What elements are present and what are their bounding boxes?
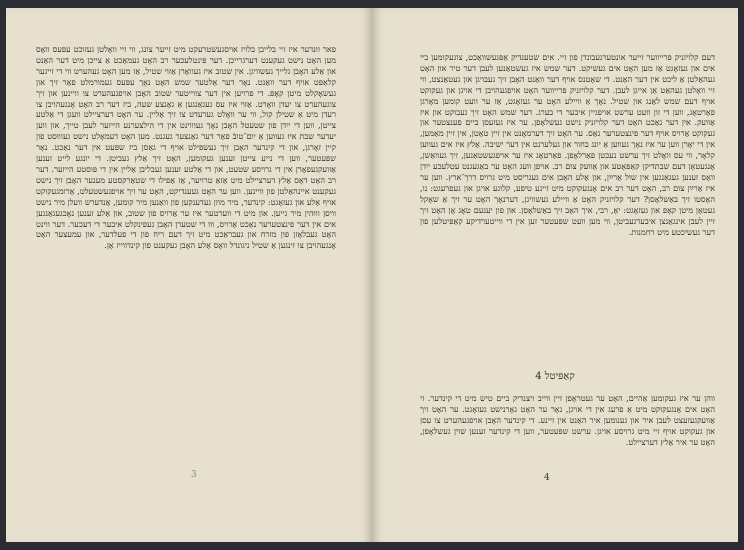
chapter-opening-text: ווהן ער איז געקומען אַהיים, האָט ער געטראָפן זיין ווייב זיצנדיק ביים טיש מיט די קינדער. זי האָט אים אָנגעקוקט מיט אַ פרעג אין די אויגן, נאָר ער האָט גאָרנישט געזאָגט. ער האָט זיך אַוועקגעזעצט לעבן איר און גענומען איר האַנט אין זיינע. די קינדער האָבן אויפגעהערט צו עסן און געקוקט אויף זיי מיט גרויסע אויגן. ערשט שפּעטער, ווען די קינדער זענען שוין געשלאָפן, האָט ער איר אַלץ דערציילט. <box>420 393 715 447</box>
book-spread <box>6 8 738 542</box>
right-page-number: 4 <box>544 473 550 483</box>
right-page <box>372 8 738 542</box>
left-page-number: 3 <box>191 470 197 480</box>
left-page <box>6 8 372 542</box>
left-page-body-text: פאר ווּנדער איז זיי בלייבן בלויז אויסגעשטרעקט מיט זייער צונג, ווי זיי וואָלטן געזוכט עפּעס וואָס מען האָט נישט געקענט דערגרייכן. דער פּינטלעכער רב האָט געמאַכט אַ צייכן מיט דער האַנט און אַלע האָבן גלייך געשוויגן. אין שטוב איז געוואָרן אַזוי שטיל, אַז מען האָט געהערט ווי די זייגער קלאַפּט אויף דער וואַנט. נאָר דער אַלטער שמש האָט נאָך עפּעס געמורמלט פאַר זיך און געשאָקלט מיטן קאָפּ. די פרויען אין דער צווייטער שטוב האָבן אויפגעהערט צו וויינען און זיך צוגעהערט צו יעדן וואָרט. אַזוי איז עס געגאַנגען אַ גאַנצע שעה, ביז דער רב האָט אָנגעהויבן צו רעדן מיט אַ שטילן קול, ווי ער וואָלט גערעדט צו זיך אַליין. ער האָט דערציילט וועגן די אַלטע צייטן, ווען די ייִדן פון שטעטל האָבן נאָך געוווינט אין די הילצערנע הייזער לעבן טייך, און ווען יעדער שבת איז געווען אַ יום־טובֿ פאַר דער גאַנצער געגנט. מען האָט דעמאָלט נישט געוווּסט פון קיין זאָרגן, און די קינדער האָבן זיך געשפּילט אויף די גאַסן ביז שפּעט אין דער נאַכט. נאָר שפּעטער, ווען די נייע צייטן זענען געקומען, האָט זיך אַלץ געביטן. די יונגע לייט זענען אַוועקגעפאָרן אין די גרויסע שטעט, און די אַלטע זענען געבליבן אַליין אין די פּוסטע הייזער. דער רב האָט דאָס אַלץ דערציילט מיט אַזאַ טרויער, אַז אַפילו די שטאַרקסטע מענער האָבן זיך נישט געקענט איינהאַלטן פון וויינען. ווען ער האָט געענדיקט, האָט ער זיך אויפגעשטעלט, אַרומגעקוקט אויף אַלע און געזאָגט: קינדער, מיר מוזן געדענקען פון וואַנען מיר קומען, אַנדערש וועלן מיר נישט וויסן וווּהין מיר גייען. און מיט די ווערטער איז ער אַרויס פון שטוב, און אַלע זענען נאָכגעגאַנגען אים אין דער פינצטערער נאַכט אַרויס, ווו די שטערן האָבן געפינקלט איבער די דעכער. דער ווינט האָט געבלאָזן פון מזרח און געבראַכט מיט זיך דעם ריח פון די פעלדער, און עמעצער האָט אָנגעהויבן צו זינגען אַ שטיל ניגונדל וואָס אַלע האָבן געקענט פון קינדווייז אָן. <box>36 44 336 251</box>
chapter-heading: קאַפּיטל 4 <box>535 371 575 382</box>
right-page-body-text: דעם קלויזניק פּרייווער זייער אונטערגעבונדן פון זיי. אים שטענדיק אַפּגעשוואַכט, צוגעקומען ביי אים און געזאָגט אַז מען האָט אים געשיקט. דער שמש איז געשטאַנען לעבן דער טיר און האָט געהאַלטן אַ ליכט אין דער האַנט. די שאָטנס אויף דער וואַנט האָבן זיך געבויגן און געטאַנצט, ווי זיי וואָלטן געהאַט אַן אייגן לעבן. דער קלויזניק פּרייווער האָט אויפגעהויבן די אויגן און געקוקט אויף דעם שמש לאַנג און שטיל. נאָך אַ וויילע האָט ער געזאָגט, אַז ער וועט קומען מאָרגן פאַרטאָג, ווען די זון וועט ערשט אויפגיין איבער די בערג. דער שמש האָט זיך געבוקט און איז אַוועק. אין דער נאַכט האָט דער קלויזניק נישט געשלאָפן. ער איז געזעסן ביים פענצטער און געקוקט אַרויס אויף דער פינצטערער גאַס. ער האָט זיך דערמאָנט אין זיין טאַטן, אין זיין מאַמען, אין די יאָרן ווען ער איז נאָך געווען אַ יונג בחור און געלערנט אין דער ישיבה. אַלץ איז אים געווען קלאָר, ווי עס וואָלט זיך ערשט נעכטן פאַרלאָפן. פאַרטאָג איז ער אויפגעשטאַנען, זיך געוואַשן, אָנגעטאָן דעם שבתדיקן קאַפּאָטע און אַוועק צום רב. אויפן וועג האָט ער באַגעגנט עטלעכע ייִדן וואָס זענען געגאַנגען אין שול אַרײַן, און אַלע האָבן אים געגריסט מיט גרויס דרך־ארץ. ווען ער איז אַרײַן צום רב, האָט דער רב אים אָנגעקוקט מיט זיינע טיפע, קלוגע אויגן און געפרעגט: נו, האָסטו זיך באַשלאָסן? דער קלויזניק האָט אַ וויילע געשוויגן, דערנאָך האָט ער זיך אַ שאָקל געטאָן מיטן קאָפּ און געזאָגט: יאָ, רבי, איך האָב זיך באַשלאָסן. און פון יענעם טאָג אָן האָט זיך זיין לעבן אינגאַנצן איבערגעביטן, ווי מען וועט שפּעטער זען אין די ווייטערדיקע קאַפּיטלען פון דער געשיכטע מיט רחמנות. <box>420 52 715 237</box>
